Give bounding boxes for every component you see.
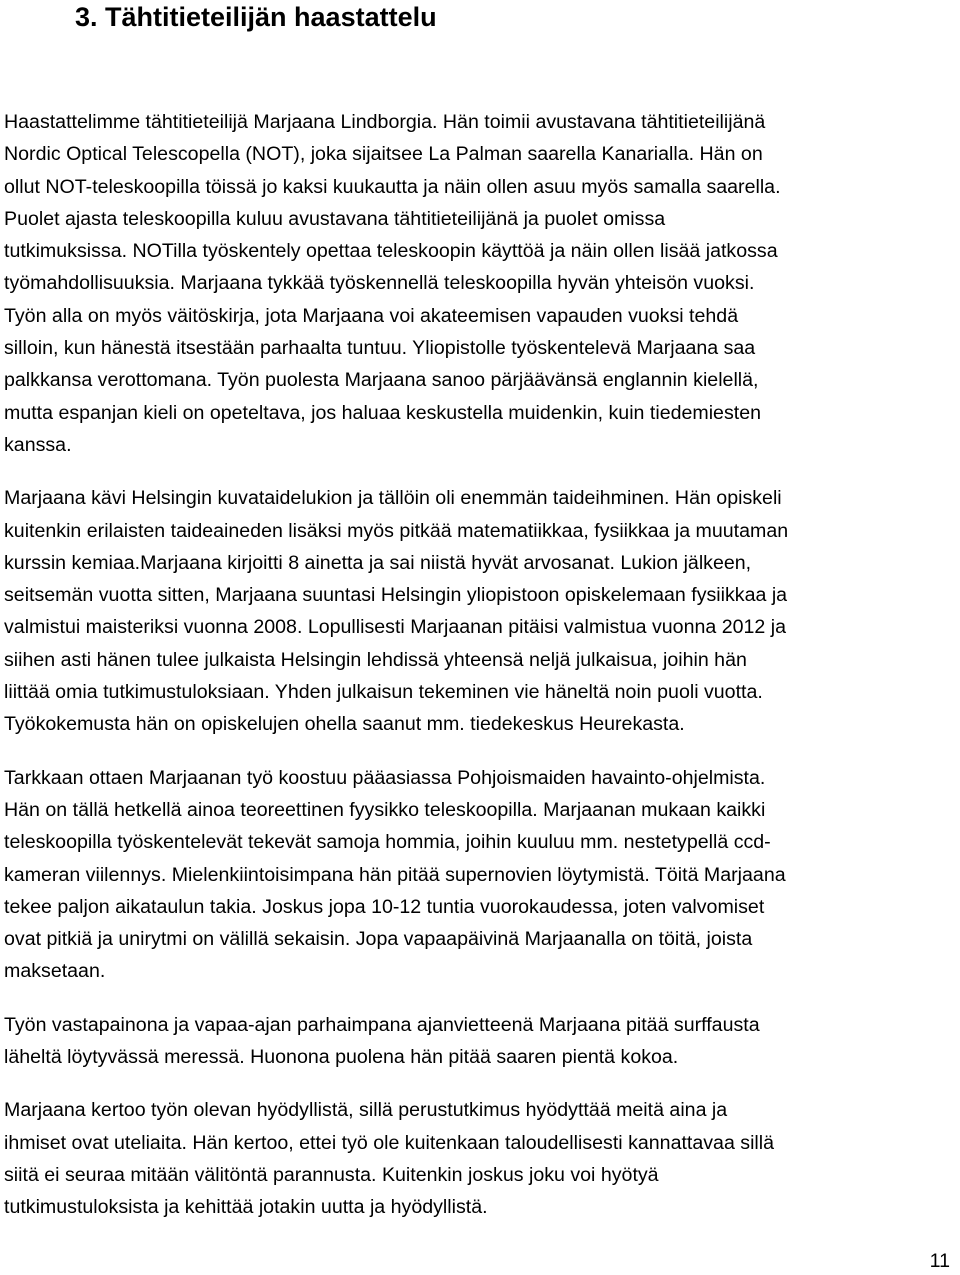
text-line: seitsemän vuotta sitten, Marjaana suuntasi Helsingin yliopistoon opiskelemaan fysiikkaa ja	[4, 584, 788, 607]
text-line: mutta espanjan kieli on opeteltava, jos haluaa keskustella muidenkin, kuin tiedemiesten	[4, 401, 761, 424]
text-line: kuitenkin erilaisten taideaineden lisäksi myös pitkää matematiikkaa, fysiikkaa ja muutaman	[4, 519, 789, 542]
paragraph-spacing	[4, 461, 960, 482]
paragraph-usefulness	[4, 1094, 960, 1223]
text-line: teleskoopilla työskentelevät tekevät samoja hommia, joihin kuuluu mm. nestetypellä ccd-	[4, 831, 771, 854]
text-line: ollut NOT-teleskoopilla töissä jo kaksi kuukautta ja näin ollen asuu myös samalla saarella.	[4, 175, 781, 198]
text-line: tekee paljon aikataulun takia. Joskus jopa 10-12 tuntia vuorokaudessa, joten valvomiset	[4, 895, 765, 918]
paragraph-spacing	[4, 1073, 960, 1094]
paragraph-work	[4, 762, 960, 988]
text-line: maksetaan.	[4, 960, 106, 983]
text-line: siitä ei seuraa mitään välitöntä parannusta. Kuitenkin joskus joku voi hyötyä	[4, 1163, 659, 1186]
text-line: Marjaana kävi Helsingin kuvataidelukion ja tällöin oli enemmän taideihminen. Hän opiskeli	[4, 487, 782, 510]
text-line: Tarkkaan ottaen Marjaanan työ koostuu pääasiassa Pohjoismaiden havainto-ohjelmista.	[4, 766, 766, 789]
article-body	[4, 106, 960, 1224]
text-line: valmistui maisteriksi vuonna 2008. Lopullisesti Marjaanan pitäisi valmistua vuonna 2012 ja	[4, 616, 786, 639]
text-line: Hän on tällä hetkellä ainoa teoreettinen fyysikko teleskoopilla. Marjaanan mukaan kaikki	[4, 798, 766, 821]
text-line: Haastattelimme tähtitieteilijä Marjaana Lindborgia. Hän toimii avustavana tähtitieteilijänä	[4, 111, 766, 133]
text-line: ihmiset ovat uteliaita. Hän kertoo, ettei työ ole kuitenkaan taloudellisesti kannattavaa sillä	[4, 1131, 775, 1154]
text-line: työmahdollisuuksia. Marjaana tykkää työskennellä teleskoopilla hyvän yhteisön vuoksi.	[4, 272, 755, 295]
text-line: kameran viilennys. Mielenkiintoisimpana hän pitää supernovien löytymistä. Töitä Marjaana	[4, 863, 786, 886]
text-line: Työkokemusta hän on opiskelujen ohella saanut mm. tiedekeskus Heurekasta.	[4, 713, 685, 736]
paragraph-spacing	[4, 741, 960, 762]
paragraph-free-time	[4, 1009, 960, 1074]
text-line: siihen asti hänen tulee julkaista Helsingin lehdissä yhteensä neljä julkaisua, joihin hän	[4, 648, 747, 671]
text-line: Nordic Optical Telescopella (NOT), joka sijaitsee La Palman saarella Kanarialla. Hän on	[4, 143, 763, 166]
text-line: palkkansa verottomana. Työn puolesta Marjaana sanoo pärjäävänsä englannin kielellä,	[4, 369, 759, 392]
paragraph-spacing	[4, 988, 960, 1009]
text-line: kurssin kemiaa.Marjaana kirjoitti 8 ainetta ja sai niistä hyvät arvosanat. Lukion jälkeen,	[4, 551, 752, 574]
page-title: 3. Tähtitieteilijän haastattelu	[75, 2, 437, 32]
text-line: Marjaana kertoo työn olevan hyödyllistä, sillä perustutkimus hyödyttää meitä aina ja	[4, 1099, 728, 1122]
text-line: tutkimuksissa. NOTilla työskentely opettaa teleskoopin käyttöä ja näin ollen lisää jatkossa	[4, 240, 778, 263]
text-line: silloin, kun hänestä itsestään parhaalta tuntuu. Yliopistolle työskentelevä Marjaana saa	[4, 337, 756, 360]
text-line: Puolet ajasta teleskoopilla kuluu avustavana tähtitieteilijänä ja puolet omissa	[4, 207, 666, 230]
paragraph-introduction	[4, 106, 960, 461]
page-number: 11	[929, 1250, 950, 1272]
text-line: ovat pitkiä ja unirytmi on välillä sekaisin. Jopa vapaapäivinä Marjaanalla on töitä, joista	[4, 928, 753, 951]
text-line: tutkimustuloksista ja kehittää jotakin uutta ja hyödyllistä.	[4, 1196, 488, 1219]
text-line: läheltä löytyvässä meressä. Huonona puolena hän pitää saaren pientä kokoa.	[4, 1046, 679, 1069]
text-line: kanssa.	[4, 433, 72, 456]
text-line: Työn vastapainona ja vapaa-ajan parhaimpana ajanvietteenä Marjaana pitää surffausta	[4, 1013, 760, 1036]
text-line: Työn alla on myös väitöskirja, jota Marjaana voi akateemisen vapauden vuoksi tehdä	[4, 304, 739, 327]
text-line: liittää omia tutkimustuloksiaan. Yhden julkaisun tekeminen vie häneltä noin puoli vuotta.	[4, 681, 763, 704]
paragraph-education	[4, 482, 960, 740]
